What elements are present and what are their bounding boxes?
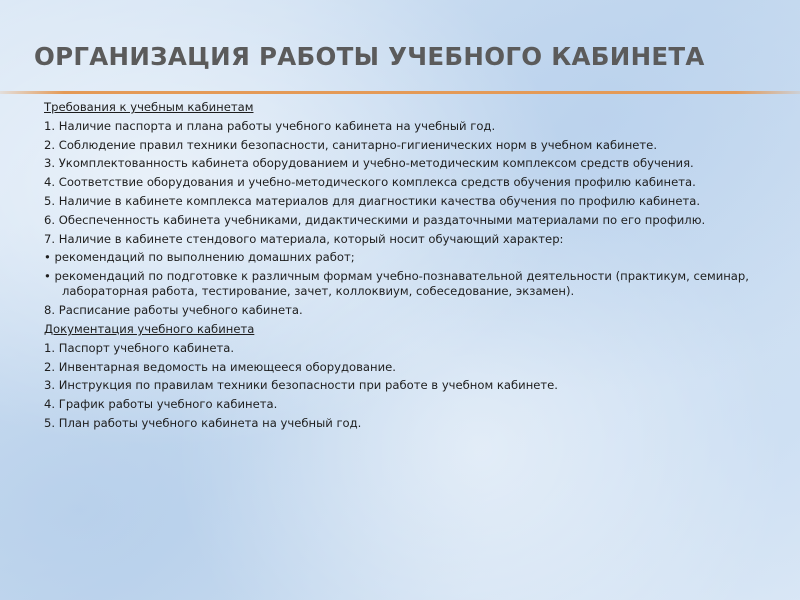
requirements-bullet: • рекомендаций по подготовке к различным формам учебно-познавательной деятельности (практикум, семинар, лабораторная работа, тестирование, зачет, коллоквиум, собеседование, экзамен). (44, 269, 749, 299)
documentation-heading: Документация учебного кабинета (44, 321, 255, 336)
requirements-heading: Требования к учебным кабинетам (44, 100, 254, 114)
requirements-item: 7. Наличие в кабинете стендового материала, который носит обучающий характер: (44, 231, 564, 246)
requirements-bullet: • рекомендаций по выполнению домашних работ; (44, 250, 355, 265)
requirements-item: 3. Укомплектованность кабинета оборудованием и учебно-методическим комплексом средств обучения. (44, 156, 694, 171)
documentation-item: 1. Паспорт учебного кабинета. (44, 340, 235, 355)
documentation-item: 2. Инвентарная ведомость на имеющееся оборудование. (44, 359, 396, 374)
requirements-item: 6. Обеспеченность кабинета учебниками, дидактическими и раздаточными материалами по его профилю. (44, 212, 706, 227)
requirements-item: 5. Наличие в кабинете комплекса материалов для диагностики качества обучения по профилю кабинета. (44, 193, 701, 208)
documentation-item: 3. Инструкция по правилам техники безопасности при работе в учебном кабинете. (44, 378, 558, 393)
requirements-item: 1. Наличие паспорта и плана работы учебного кабинета на учебный год. (44, 118, 496, 133)
documentation-item: 4. График работы учебного кабинета. (44, 397, 278, 412)
requirements-item: 2. Соблюдение правил техники безопасности, санитарно-гигиенических норм в учебном кабинете. (44, 137, 658, 152)
slide-title: ОРГАНИЗАЦИЯ РАБОТЫ УЧЕБНОГО КАБИНЕТА (34, 42, 705, 71)
slide-content (44, 100, 764, 435)
documentation-item: 5. План работы учебного кабинета на учебный год. (44, 415, 362, 430)
title-divider (0, 91, 800, 94)
requirements-item: 8. Расписание работы учебного кабинета. (44, 303, 303, 318)
requirements-item: 4. Соответствие оборудования и учебно-методического комплекса средств обучения профилю кабинета. (44, 175, 696, 190)
